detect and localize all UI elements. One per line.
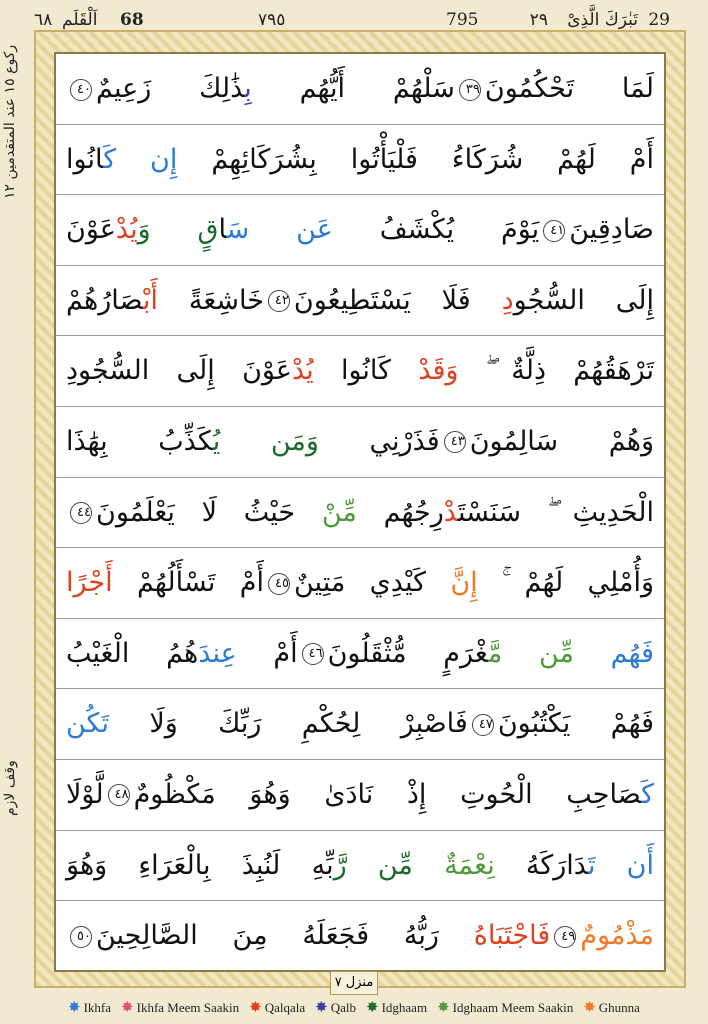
verse-text: الْحَدِيثِ ۖ سَنَسْتَ [457,496,654,528]
verse-text: وَأُمْلِي لَهُمْ ۚ [477,567,654,599]
tajweed-word: فَهُم [610,637,654,669]
tajweed-word: تَكُن [66,708,109,740]
verse-text: أَمْ لَهُمْ شُرَكَاءُ فَلْيَأْتُوا بِشُرَكَائِهِمْ [177,143,654,175]
verse-text: ذَٰلِكَ زَعِيمٌ [96,73,245,104]
legend-label: Qalb [330,1000,356,1015]
text-line [56,478,664,549]
verse-text: أَمْ [236,637,298,669]
tajweed-word: مَذْمُومٌ [580,920,654,952]
verse-text: عَوْنَ [66,214,116,246]
tajweed-word: إِن كَ [103,143,178,175]
legend-item [249,1000,305,1016]
verse-text [413,850,444,881]
verse-text: أَمْ تَسْأَلُهُمْ [112,567,264,599]
text-line [56,195,664,266]
text-line [56,407,664,478]
verse-text: صَادِقِينَ [569,214,654,246]
page-header [0,6,708,32]
para-number: 29 [648,10,670,30]
legend-item [366,1000,427,1016]
verse-text: دَارَكَهُ [494,849,588,881]
verse-text: تَرْهَقُهُمْ ذِلَّةٌ ۖ [458,355,654,387]
tajweed-word: أَجْرًا [66,567,113,599]
verse-text [574,638,611,669]
legend-item [583,1000,640,1016]
tajweed-word: مِّن رَّ [333,849,413,881]
verse-text: غْرَمٍ مُّثْقَلُونَ [327,637,488,669]
tajweed-word: أَن تَ [587,849,654,881]
tajweed-word: كَ [641,778,654,810]
text-line [56,125,664,196]
tajweed-word: نِعْمَةٌ [444,849,495,881]
legend-label: Ghunna [598,1000,640,1015]
ayah-number-marker: ٤٣ [444,431,466,453]
star-icon: ✸ [583,999,596,1016]
text-line [56,548,664,619]
tajweed-word: عِندَ [198,637,237,669]
verse-text: هُمُ الْغَيْبُ [66,637,199,669]
tajweed-word: وَمَن يُ [212,425,319,457]
verse-text: سَلْهُمْ أَيُّهُم [251,73,455,104]
verse-text: كَذِّبُ بِهَٰذَا [66,425,213,457]
ayah-number-marker: ٤٨ [108,784,130,806]
text-line [56,619,664,690]
page-number: 795 [446,10,479,30]
legend-label: Idghaam [381,1000,428,1015]
text-line [56,689,664,760]
verse-text: كَانُوا [313,355,419,387]
tajweed-word: وَقَدْ [418,355,459,387]
verse-text: وَهُمْ سَالِمُونَ [469,425,655,457]
tajweed-word: يُدْ [115,214,138,246]
ayah-number-marker: ٥٠ [70,926,92,948]
legend-label: Ikhfa [83,1000,112,1015]
verse-text: ا [218,214,227,246]
tajweed-word: يُدْ [291,355,314,387]
ayah-number-marker: ٣٩ [459,79,481,101]
verse-text: صَارُهُمْ [66,284,143,316]
verse-text: صَاحِبِ الْحُوتِ إِذْ نَادَىٰ وَهُوَ مَكْظُومٌ [133,778,642,810]
text-line [56,266,664,337]
tajweed-word: عَن سَ [226,214,333,246]
surah-number: 68 [120,10,144,30]
legend-label: Idghaam Meem Saakin [452,1000,574,1015]
legend-item [68,1000,111,1016]
verse-text: إِلَى السُّجُو [513,284,654,316]
ayah-number-marker: ٤٩ [554,926,576,948]
verse-text: خَاشِعَةً [157,284,264,316]
tajweed-word: دْ [443,496,458,528]
manzil-label: منزل ٧ [330,971,378,995]
surah-number-arabic: ٦٨ [34,10,53,30]
star-icon: ✸ [121,999,134,1016]
ayah-number-marker: ٤٦ [302,643,324,665]
verse-text: فَاصْبِرْ لِحُكْمِ رَبِّكَ وَلَا [108,708,468,740]
tajweed-word: مِّن مَّ [487,637,575,669]
verse-text: حَيْثُ لَا يَعْلَمُونَ [96,496,322,528]
star-icon: ✸ [68,999,81,1016]
star-icon: ✸ [366,999,379,1016]
tajweed-word: إِنَّ [450,567,478,599]
text-line [56,336,664,407]
verse-text: رِجُهُم [356,496,444,528]
verse-text: فَذَرْنِي [318,425,440,457]
tajweed-word: أَبْ [142,284,158,316]
verse-text: فَهُمْ يَكْتُبُونَ [497,708,654,740]
ayah-number-marker: ٤١ [543,220,565,242]
text-line [56,901,664,972]
verse-text: عَوْنَ إِلَى السُّجُودِ [66,355,292,387]
ayah-number-marker: ٤٢ [268,290,290,312]
tajweed-word: بِ [244,73,252,104]
ayah-number-marker: ٤٤ [70,502,92,524]
para-name: تَبٰرَكَ الَّذِىْ [567,10,638,30]
waqf-note: وقف لازم [2,760,18,816]
quran-text-panel [54,52,666,972]
tajweed-word: وَ [137,214,198,246]
verse-text: بِّهِ لَنُبِذَ بِالْعَرَاءِ وَهُوَ [66,849,334,881]
para-number-arabic: ٢٩ [529,10,548,30]
ayah-number-marker: ٤٠ [70,79,92,101]
ayah-number-marker: ٤٧ [472,714,494,736]
star-icon: ✸ [315,999,328,1016]
ruku-note: ركوع ١٥ عند المتقدمين ١٢ [2,45,18,200]
verse-text: يَوْمَ يُكْشَفُ [332,214,540,246]
verse-text: كَيْدِي مَتِينٌ [294,567,451,599]
legend-label: Ikhfa Meem Saakin [136,1000,240,1015]
verse-text: لَمَا تَحْكُمُونَ [484,73,654,104]
legend-item [437,1000,573,1016]
verse-text: فَلَا يَسْتَطِيعُونَ [293,284,502,316]
verse-text: انُوا [66,143,104,175]
verse-text: لَّوْلَا [66,778,104,810]
tajweed-word: مِّنْ [321,496,357,528]
tajweed-legend [0,1000,708,1016]
text-line [56,760,664,831]
legend-label: Qalqala [264,1000,306,1015]
tajweed-word: قٍ [197,214,219,246]
text-line [56,54,664,125]
star-icon: ✸ [249,999,262,1016]
tajweed-word: دِ [501,284,514,316]
verse-text: رَبُّهُ فَجَعَلَهُ مِنَ الصَّالِحِينَ [96,920,474,952]
page-number-arabic: ٧٩٥ [258,10,286,30]
legend-item [315,1000,356,1016]
surah-name: اَلْقَلَم [62,10,98,30]
star-icon: ✸ [437,999,450,1016]
legend-item [121,1000,239,1016]
tajweed-word: فَاجْتَبَاهُ [473,920,551,952]
text-line [56,831,664,902]
ayah-number-marker: ٤٥ [268,573,290,595]
